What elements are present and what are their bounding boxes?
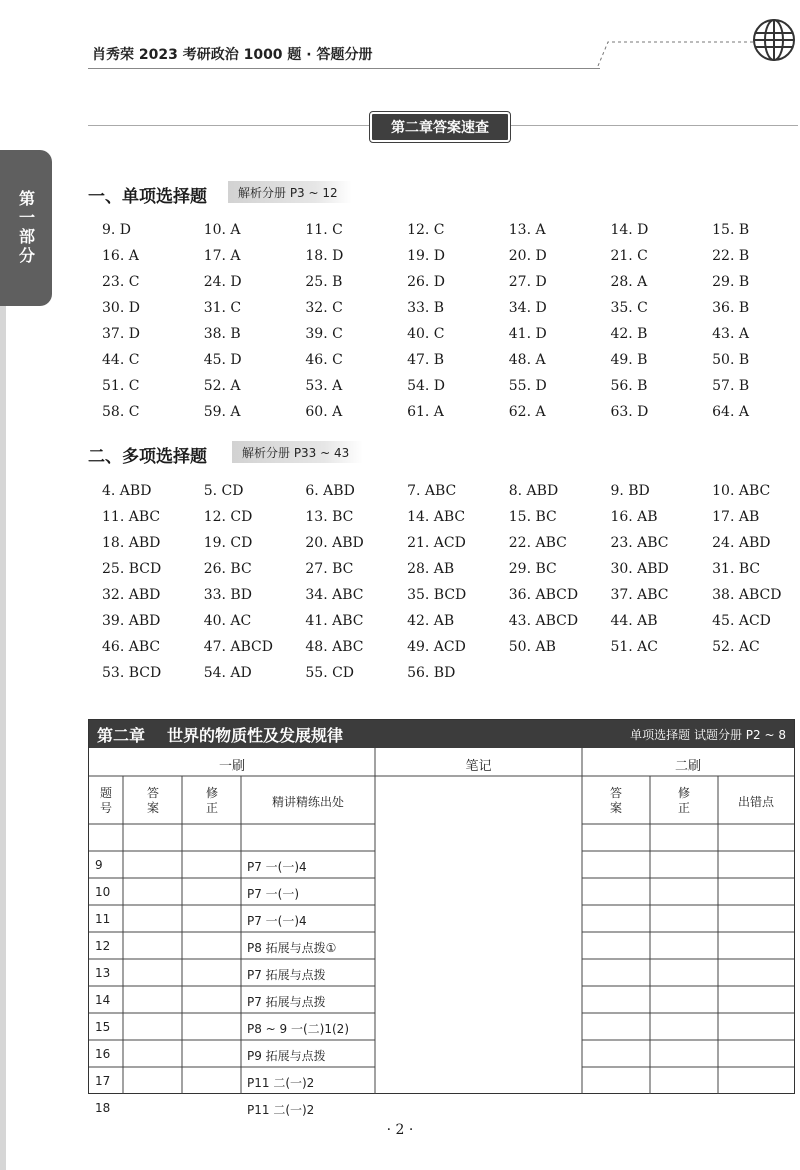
answer-item: 50. AB [508, 639, 556, 655]
answer-item: 51. AC [610, 639, 658, 655]
answer-item: 8. ABD [508, 483, 559, 499]
answer-item: 20. D [508, 248, 547, 264]
answer-item: 52. A [203, 378, 241, 394]
answer-item: 41. ABC [305, 613, 364, 629]
answer-item: 19. CD [203, 535, 253, 551]
answer-item: 58. C [102, 404, 140, 420]
answer-item: 54. D [407, 378, 446, 394]
table-row-number: 12 [95, 939, 111, 953]
answer-item: 14. D [610, 222, 649, 238]
answer-item: 15. BC [508, 509, 557, 525]
answer-item: 14. ABC [407, 509, 466, 525]
answer-item: 47. B [407, 352, 445, 368]
answer-item: 33. B [407, 300, 445, 316]
table-row-number: 15 [95, 1020, 111, 1034]
table-row-source: P7 一(一) [247, 887, 300, 901]
answer-item: 63. D [610, 404, 649, 420]
header-rule [88, 68, 600, 69]
answer-item: 7. ABC [407, 483, 457, 499]
answer-item: 32. C [305, 300, 343, 316]
answer-item: 21. C [610, 248, 648, 264]
answer-item: 30. D [102, 300, 140, 316]
answer-item: 34. ABC [305, 587, 364, 603]
table-row-source: P7 一(一)4 [247, 914, 307, 928]
answer-item: 18. ABD [102, 535, 161, 551]
answer-item: 20. ABD [305, 535, 364, 551]
practice-record-table [88, 719, 795, 1117]
answer-item: 40. C [407, 326, 445, 342]
answer-item: 64. A [712, 404, 749, 420]
table-row-source: P7 拓展与点拨 [247, 995, 326, 1009]
answer-item: 43. ABCD [508, 613, 579, 629]
answer-item: 13. A [508, 222, 546, 238]
answer-item: 13. BC [305, 509, 354, 525]
col-answer: 答案 [146, 786, 159, 815]
answer-item: 56. BD [407, 665, 456, 681]
answer-item: 53. BCD [102, 665, 162, 681]
answer-item: 4. ABD [102, 483, 152, 499]
answer-item: 23. ABC [610, 535, 669, 551]
answer-item: 35. BCD [407, 587, 467, 603]
table-chapter: 第二章 [97, 725, 146, 745]
answer-item: 56. B [610, 378, 648, 394]
answer-item: 39. ABD [102, 613, 161, 629]
answer-item: 17. AB [712, 509, 760, 525]
col-question-no: 题号 [99, 786, 112, 815]
answer-item: 61. A [407, 404, 444, 420]
table-row-number: 9 [95, 858, 103, 872]
answer-item: 37. ABC [610, 587, 669, 603]
answer-item: 28. AB [407, 561, 455, 577]
answer-item: 41. D [508, 326, 547, 342]
answer-item: 46. ABC [102, 639, 161, 655]
answer-item: 44. C [102, 352, 140, 368]
answer-item: 44. AB [610, 613, 658, 629]
answer-item: 9. BD [610, 483, 650, 499]
answer-item: 38. B [203, 326, 241, 342]
answer-item: 25. BCD [102, 561, 162, 577]
answer-item: 34. D [508, 300, 547, 316]
answer-item: 52. AC [712, 639, 760, 655]
answer-item: 9. D [102, 222, 132, 238]
col-source: 精讲精练出处 [271, 795, 344, 809]
chapter-answer-banner: 第二章答案速查 [370, 112, 510, 142]
answer-item: 15. B [712, 222, 750, 238]
answer-item: 48. ABC [305, 639, 364, 655]
table-row-number: 18 [95, 1101, 111, 1115]
table-row-source: P8 ~ 9 一(二)1(2) [247, 1022, 350, 1036]
answer-item: 40. AC [203, 613, 252, 629]
answer-item: 36. B [712, 300, 750, 316]
page-number: · 2 · [386, 1122, 414, 1138]
answer-item: 12. CD [203, 509, 253, 525]
answer-item: 37. D [102, 326, 140, 342]
header-dashed-line [596, 40, 766, 66]
answer-item: 25. B [305, 274, 343, 290]
table-row-number: 16 [95, 1047, 111, 1061]
answer-item: 31. BC [712, 561, 761, 577]
group-first-pass: 一刷 [218, 759, 245, 774]
answer-item: 10. ABC [712, 483, 771, 499]
section-multi-choice-title: 二、多项选择题 [88, 447, 207, 467]
single-choice-answer-grid [102, 217, 800, 425]
answer-item: 46. C [305, 352, 343, 368]
section-single-choice-ref: 解析分册 P3 ~ 12 [228, 181, 352, 203]
answer-item: 51. C [102, 378, 140, 394]
answer-item: 49. ACD [407, 639, 466, 655]
table-row-number: 11 [95, 912, 111, 926]
answer-item: 28. A [610, 274, 648, 290]
answer-item: 11. C [305, 222, 343, 238]
answer-item: 5. CD [203, 483, 244, 499]
col-answer-second: 答案 [609, 786, 622, 815]
answer-item: 26. BC [203, 561, 252, 577]
table-row-source: P7 拓展与点拨 [247, 968, 326, 982]
col-error-point: 出错点 [737, 795, 774, 809]
group-second-pass: 二刷 [674, 759, 701, 774]
answer-item: 50. B [712, 352, 750, 368]
part-side-tab-label: 第一部分 [16, 190, 36, 266]
header-title: 肖秀荣 2023 考研政治 1000 题 · 答题分册 [92, 47, 373, 63]
table-row-source: P7 一(一)4 [247, 860, 307, 874]
answer-item: 17. A [203, 248, 241, 264]
answer-item: 53. A [305, 378, 343, 394]
answer-item: 23. C [102, 274, 140, 290]
answer-item: 47. ABCD [203, 639, 273, 655]
section-single-choice-title: 一、单项选择题 [88, 187, 207, 207]
answer-item: 38. ABCD [712, 587, 782, 603]
answer-item: 55. CD [305, 665, 355, 681]
part-side-tab [0, 150, 52, 306]
table-row-number: 10 [95, 885, 111, 899]
answer-item: 30. ABD [610, 561, 669, 577]
answer-item: 16. A [102, 248, 139, 264]
answer-item: 32. ABD [102, 587, 161, 603]
table-chapter-name: 世界的物质性及发展规律 [167, 725, 344, 745]
table-ref: 单项选择题 试题分册 P2 ~ 8 [630, 727, 786, 742]
answer-item: 48. A [508, 352, 546, 368]
answer-item: 39. C [305, 326, 343, 342]
globe-logo-icon [752, 18, 796, 62]
table-row-number: 17 [95, 1074, 111, 1088]
answer-item: 29. B [712, 274, 750, 290]
table-row-source: P11 二(一)2 [247, 1076, 315, 1090]
answer-item: 49. B [610, 352, 648, 368]
table-row-source: P11 二(一)2 [247, 1103, 315, 1117]
table-title-bar [89, 720, 794, 748]
answer-item: 29. BC [508, 561, 557, 577]
col-correction: 修正 [205, 786, 218, 815]
answer-item: 19. D [407, 248, 446, 264]
group-notes: 笔记 [465, 759, 492, 774]
answer-item: 45. D [203, 352, 242, 368]
answer-item: 10. A [203, 222, 241, 238]
answer-item: 24. ABD [712, 535, 771, 551]
answer-item: 42. B [610, 326, 648, 342]
table-row-number: 14 [95, 993, 111, 1007]
table-row-source: P9 拓展与点拨 [247, 1049, 326, 1063]
col-correction-second: 修正 [677, 786, 690, 815]
answer-item: 18. D [305, 248, 344, 264]
answer-item: 6. ABD [305, 483, 355, 499]
answer-item: 60. A [305, 404, 343, 420]
section-multi-choice-ref: 解析分册 P33 ~ 43 [232, 441, 363, 463]
table-row-source: P8 拓展与点拨① [247, 941, 337, 955]
side-edge-strip [0, 306, 6, 1170]
answer-item: 27. D [508, 274, 547, 290]
answer-item: 22. ABC [508, 535, 567, 551]
answer-item: 24. D [203, 274, 242, 290]
answer-item: 16. AB [610, 509, 658, 525]
answer-item: 21. ACD [407, 535, 466, 551]
answer-item: 12. C [407, 222, 445, 238]
answer-item: 27. BC [305, 561, 354, 577]
multi-choice-answer-grid [102, 478, 800, 686]
answer-item: 36. ABCD [508, 587, 579, 603]
answer-item: 26. D [407, 274, 446, 290]
answer-item: 45. ACD [712, 613, 771, 629]
answer-item: 33. BD [203, 587, 252, 603]
answer-item: 31. C [203, 300, 242, 316]
answer-item: 11. ABC [102, 509, 161, 525]
answer-item: 55. D [508, 378, 547, 394]
answer-item: 22. B [712, 248, 750, 264]
answer-item: 59. A [203, 404, 241, 420]
answer-item: 43. A [712, 326, 749, 342]
answer-item: 35. C [610, 300, 648, 316]
table-row-number: 13 [95, 966, 111, 980]
answer-item: 42. AB [407, 613, 455, 629]
answer-item: 54. AD [203, 665, 252, 681]
answer-item: 57. B [712, 378, 750, 394]
answer-item: 62. A [508, 404, 546, 420]
